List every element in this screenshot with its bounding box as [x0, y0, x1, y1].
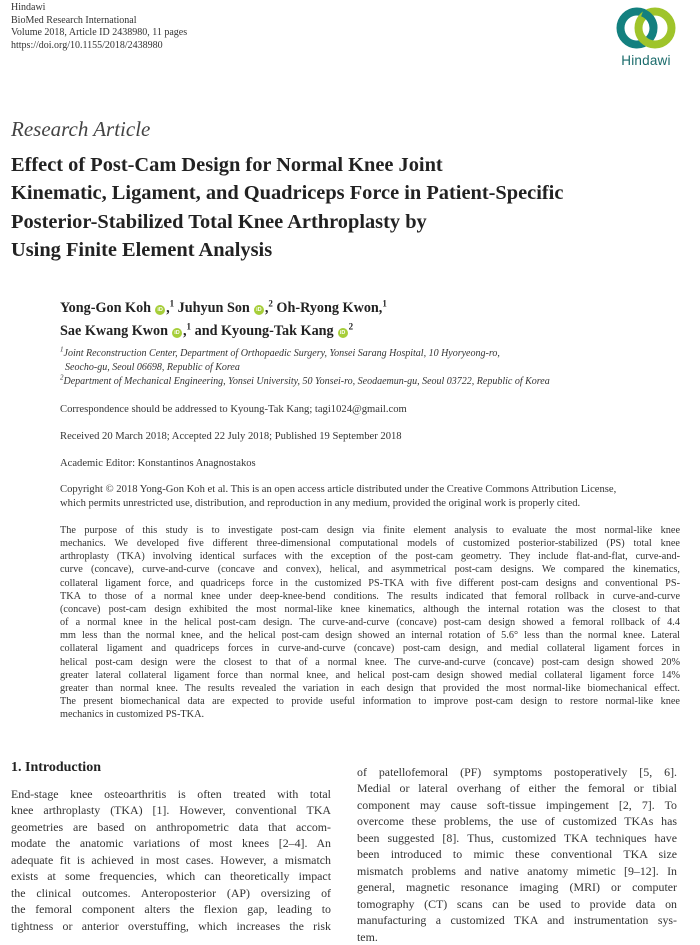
affiliations — [60, 347, 550, 389]
journal-doi[interactable]: https://doi.org/10.1155/2018/2438980 — [11, 39, 163, 51]
article-title — [11, 151, 691, 265]
body-line: manufacturing a customized TKA and instrumentation sys- — [357, 913, 677, 928]
body-line: tightness or anterior overstuffing, which increases the risk — [11, 918, 331, 933]
body-line: of patellofemoral (PF) symptoms postoperatively [5, 6]. — [357, 765, 677, 779]
body-column-left — [11, 760, 331, 934]
abstract-line: greater lateral collateral ligament force than normal knee, and helical post-cam design showed medial collateral ligament force 14% — [60, 669, 680, 681]
affiliation-number: 2 — [60, 373, 64, 382]
title-line: Using Finite Element Analysis — [11, 239, 273, 262]
body-line: the femoral component alters the flexion gap, leading to — [11, 902, 331, 917]
author-name[interactable]: Oh-Ryong Kwon, — [276, 300, 383, 316]
abstract-line: greater than normal knee. The results revealed the variation in each design that provided the most normal-like biomechanical effect. — [60, 682, 680, 694]
body-line: been introduced to mimic these conventional TKA size — [357, 847, 677, 862]
publication-dates: Received 20 March 2018; Accepted 22 July 2018; Published 19 September 2018 — [60, 431, 402, 442]
affiliation-number: 1 — [60, 345, 64, 354]
title-line: Posterior-Stabilized Total Knee Arthroplasty by — [11, 210, 427, 233]
abstract-line: curve (concave), curve-and-curve (concave and convex), helical, and asymmetrical post-cam designs. We compared the kinematics, — [60, 564, 680, 576]
body-line: general, magnetic resonance imaging (MRI) or computer — [357, 880, 677, 895]
abstract-line: mm less than the normal knee, and the helical post-cam design showed an internal rotation of 5.6° less than the normal knee. Lateral — [60, 630, 680, 642]
author-sep: , — [264, 300, 269, 316]
author-sep: , — [183, 322, 187, 339]
correspondence: Correspondence should be addressed to Kyoung-Tak Kang; tagi1024@gmail.com — [60, 404, 407, 415]
section-heading: 1. Introduction — [11, 760, 101, 775]
body-line: exists at some frequencies, which can theoretically impact — [11, 869, 331, 884]
author-name[interactable]: Sae Kwang Kwon — [60, 322, 168, 339]
body-column-right — [357, 764, 677, 945]
body-line: End-stage knee osteoarthritis is often treated with total — [11, 787, 331, 801]
orcid-icon[interactable]: iD — [155, 305, 165, 315]
abstract-line: (concave) post-cam design exhibited the most normal-like knee kinematics, although the internal rotation was the closest to that — [60, 603, 680, 615]
abstract-line: The purpose of this study is to investigate post-cam design via finite element analysis to evaluate the most normal-like knee — [60, 525, 680, 536]
body-line: component may cause soft-tissue impingement [2, 7]. To — [357, 797, 677, 812]
body-line: tomography (CT) scans can be used to provide data on — [357, 896, 677, 911]
affiliation-1-line-1: $^1$Joint Reconstruction Center, Department of Orthopaedic Surgery, Yonsei Sarang Hospital, 10 Hyoryeong-ro, — [60, 345, 500, 359]
abstract-line: The present biomechanical data are expected to provide useful information to improve post-cam design to restore normal-like knee — [60, 696, 680, 708]
abstract-line: helical post-cam design were the closest to that of a normal knee. The curve-and-curve (concave) post-cam design showed 20% — [60, 656, 680, 668]
copyright-line-1: Copyright © 2018 Yong-Gon Koh et al. This is an open access article distributed under the Creative Commons Attribution License, — [60, 484, 617, 495]
body-line: Medial or lateral overhang of either the femoral or tibial — [357, 781, 677, 796]
body-line: overcome these problems, the use of customized TKAs has — [357, 814, 677, 829]
hindawi-logo-icon — [615, 6, 677, 52]
intro-text-left — [11, 786, 331, 934]
journal-meta — [11, 2, 187, 52]
orcid-icon[interactable]: iD — [172, 328, 182, 338]
body-line: adequate fit is achieved in most cases. However, a mismatch — [11, 852, 331, 867]
abstract-line: collateral ligament force, and quadriceps force in the customized PS-TKA with five different post-cam designs and conventional PS- — [60, 577, 680, 589]
body-line: knee arthroplasty (TKA) [1]. However, conventional TKA — [11, 803, 331, 818]
abstract-line: arthroplasty (TKA) involving identical surfaces with the exception of the post-cam geometry. They include flat-and-flat, curve-and- — [60, 551, 680, 563]
affiliation-sup: 1 — [186, 320, 192, 331]
author-sep: , — [166, 300, 170, 316]
abstract-line: collateral ligament and quadriceps forces in curve-and-curve (concave) post-cam design, and medial collateral ligament forces in — [60, 643, 680, 655]
author-name[interactable]: Yong-Gon Koh — [60, 300, 152, 316]
orcid-icon[interactable]: iD — [338, 328, 348, 338]
intro-text-right — [357, 764, 677, 945]
affiliation-1-line-2: Seocho-gu, Seoul 06698, Republic of Korea — [65, 361, 240, 373]
journal-publisher: Hindawi — [11, 2, 46, 13]
abstract-line: mechanics in customized PS-TKA. — [60, 709, 205, 721]
article-type: Research Article — [11, 117, 151, 141]
body-line: mismatch problems and native anatomy mimetic [9–12]. In — [357, 863, 677, 878]
affiliation-sup: 2 — [268, 298, 273, 309]
copyright-line-2: which permits unrestricted use, distribution, and reproduction in any medium, provided the original work is properly cited. — [60, 498, 581, 509]
affiliation-2: $^2$Department of Mechanical Engineering, Yonsei University, 50 Yonsei-ro, Seodaemun-gu, Seoul 03722, Republic of Korea — [60, 373, 550, 388]
hindawi-logo-text: Hindawi — [621, 53, 671, 68]
author-line-1 — [60, 297, 387, 320]
hindawi-logo — [609, 6, 683, 68]
abstract-line: of a normal knee in the helical post-cam design. The curve-and-curve (concave) post-cam design showed a femoral rollback of 4.4 — [60, 617, 680, 629]
author-name[interactable]: and Kyoung-Tak Kang — [194, 322, 334, 339]
body-line: the clinical outcomes. Anteroposterior (AP) oversizing of — [11, 885, 331, 900]
affiliation-sup: 2 — [348, 320, 354, 331]
abstract-line: TKA to those of a normal knee under deep-knee-bend conditions. The results indicated that femoral rollback in curve-and-curve — [60, 590, 680, 602]
author-name[interactable]: Juhyun Son — [177, 300, 250, 316]
body-line: modate the anatomic variations of most knees [2–4]. An — [11, 836, 331, 851]
abstract — [60, 524, 680, 721]
journal-name: BioMed Research International — [11, 14, 137, 26]
academic-editor: Academic Editor: Konstantinos Anagnostakos — [60, 458, 256, 469]
author-line-2 — [60, 320, 387, 343]
journal-volume: Volume 2018, Article ID 2438980, 11 pages — [11, 27, 188, 39]
orcid-icon[interactable]: iD — [254, 305, 264, 315]
body-line: been suggested [8]. Thus, customized TKA techniques have — [357, 830, 677, 845]
abstract-line: mechanics. We developed five different three-dimensional computational models of customized posterior-stabilized (PS) total knee — [60, 538, 680, 550]
affiliation-sup: 1 — [382, 298, 387, 309]
title-line: Kinematic, Ligament, and Quadriceps Force in Patient-Specific — [11, 182, 564, 205]
affiliation-sup: 1 — [169, 298, 175, 309]
title-line: Effect of Post-Cam Design for Normal Knee Joint — [11, 154, 443, 176]
author-list — [60, 297, 387, 342]
body-line: tem. — [357, 929, 378, 944]
body-line: geometries are based on anthropometric data that accom- — [11, 819, 331, 834]
